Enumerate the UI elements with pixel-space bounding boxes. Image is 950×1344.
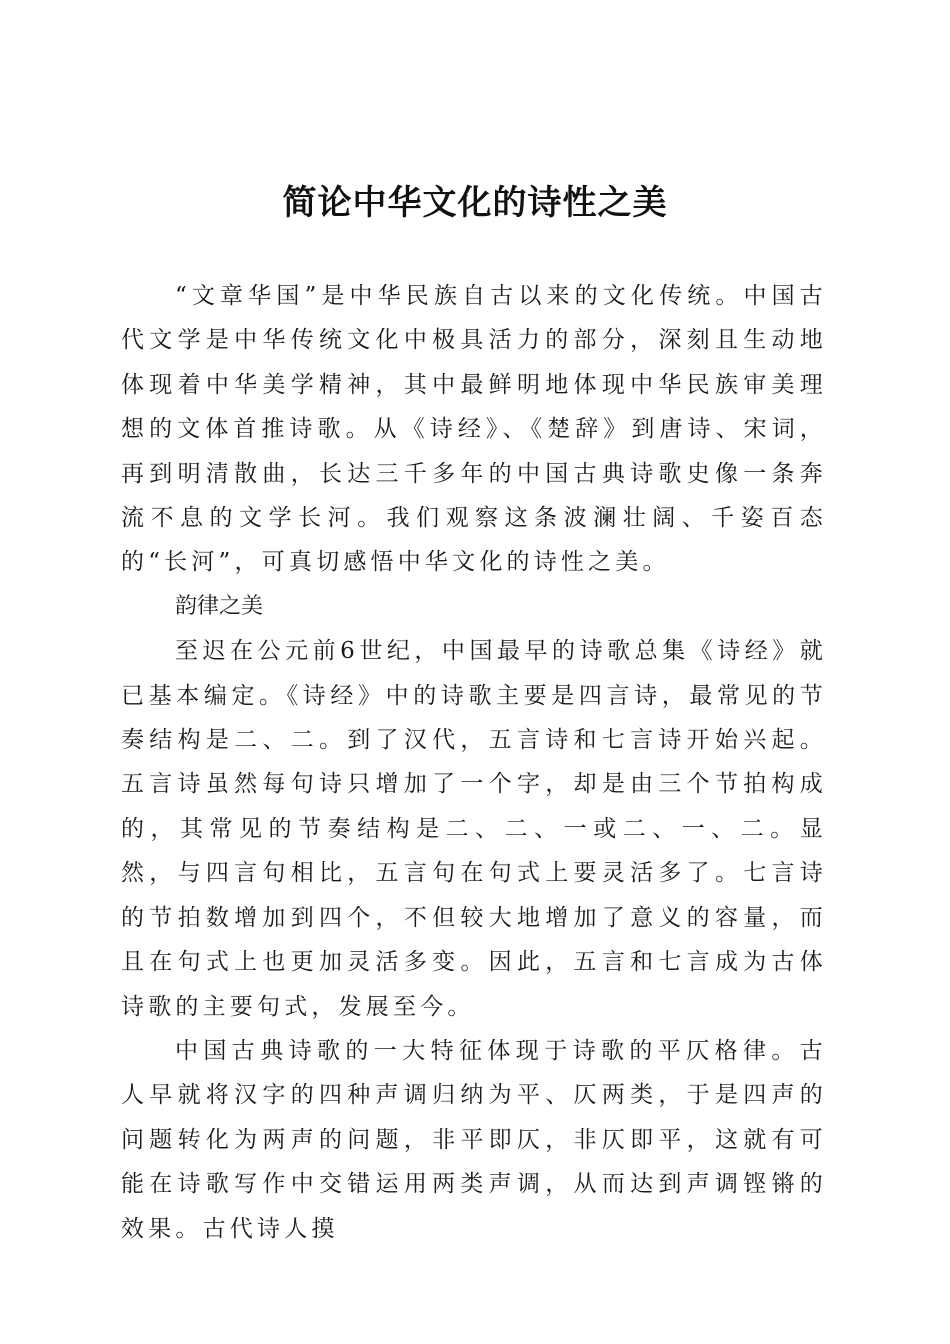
- tone-paragraph: 中国古典诗歌的一大特征体现于诗歌的平仄格律。古人早就将汉字的四种声调归纳为平、仄两类，于是四声的问题转化为两声的问题，非平即仄，非仄即平，这就有可能在诗歌写作中交错运用两类声调，从而达到声调铿锵的效果。古代诗人摸: [121, 1037, 827, 1242]
- section-heading: 韵律之美: [175, 593, 264, 619]
- intro-paragraph: “文章华国”是中华民族自古以来的文化传统。中国古代文学是中华传统文化中极具活力的部分，深刻且生动地体现着中华美学精神，其中最鲜明地体现中华民族审美理想的文体首推诗歌。从《诗经》、《楚辞》到唐诗、宋词，再到明清散曲，长达三千多年的中国古典诗歌史像一条奔流不息的文学长河。我们观察这条波澜壮阔、千姿百态的“长河”，可真切感悟中华文化的诗性之美。: [121, 283, 827, 576]
- document-title: 简论中华文化的诗性之美: [282, 183, 668, 223]
- rhythm-paragraph: 至迟在公元前6世纪，中国最早的诗歌总集《诗经》就已基本编定。《诗经》中的诗歌主要是四言诗，最常见的节奏结构是二、二。到了汉代，五言诗和七言诗开始兴起。五言诗虽然每句诗只增加了一个字，却是由三个节拍构成的，其常见的节奏结构是二、二、一或二、一、二。显然，与四言句相比，五言句在句式上要灵活多了。七言诗的节拍数增加到四个，不但较大地增加了意义的容量，而且在句式上也更加灵活多变。因此，五言和七言成为古体诗歌的主要句式，发展至今。: [121, 638, 827, 1020]
- document-body: [121, 274, 827, 1251]
